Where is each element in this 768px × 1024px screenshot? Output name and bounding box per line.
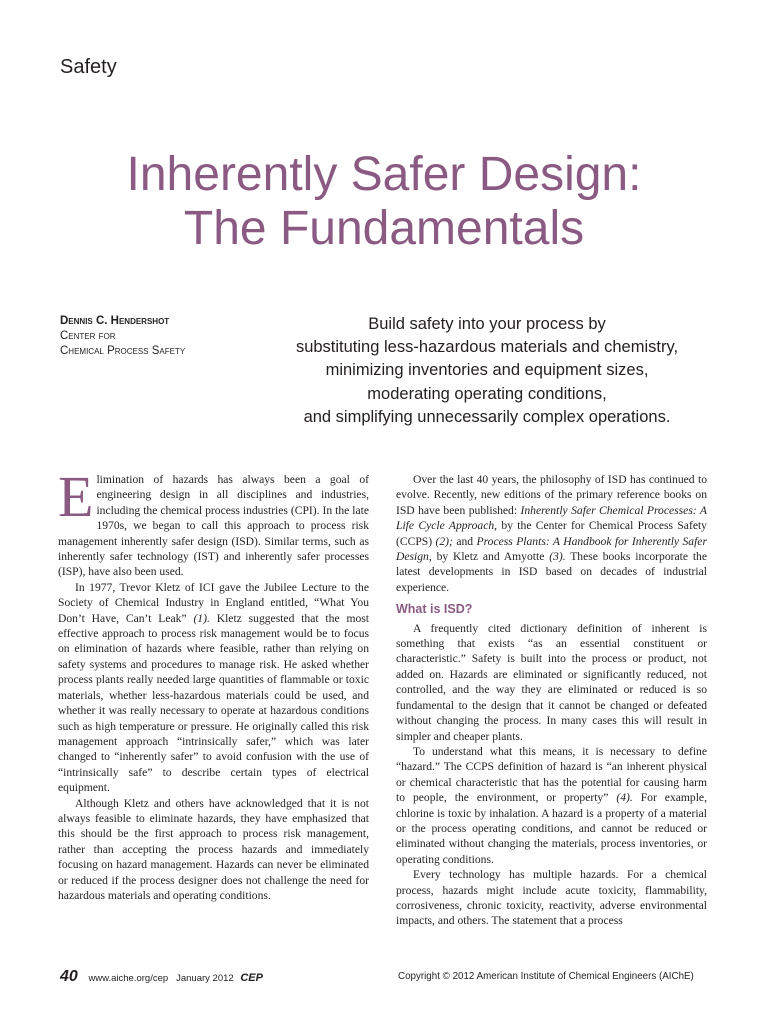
footer-url: www.aiche.org/cep	[88, 973, 169, 984]
title-line-2: The Fundamentals	[183, 202, 585, 255]
citation-ref: (4).	[616, 791, 633, 805]
section-heading: What is ISD?	[396, 602, 473, 617]
paragraph: To understand what this means, it is necessary to define “hazard.” The CCPS definition of hazard is “an inherent physical or chemical characteristic that has the potential for causing harm to people, the environment, or property” (4). For example, chlorine is toxic by inhalation. A hazard is a property of a material or the process operating conditions, and cannot be reduced or eliminated without changing the materials, process inventories, or operating conditions.	[396, 744, 707, 866]
deck-line: substituting less-hazardous materials and chemistry,	[295, 338, 679, 357]
article-deck	[262, 313, 712, 429]
footer-left	[60, 968, 263, 986]
deck-line: and simplifying unnecessarily complex operations.	[303, 407, 671, 426]
deck-line: Build safety into your process by	[368, 315, 606, 333]
paragraph: A frequently cited dictionary definition of inherent is something that exists “as an essential constituent or characteristic.” Safety is built into the process or product, not added on. Hazards are eliminated or significantly reduced, not controlled, and the way they are eliminated or reduced is so fundamental to the design that it cannot be changed or defeated without changing the process. In many cases this will result in simpler and cheaper plants.	[396, 621, 707, 743]
drop-cap: E	[58, 464, 94, 529]
paragraph: In 1977, Trevor Kletz of ICI gave the Jubilee Lecture to the Society of Chemical Industry in England entitled, “What You Don’t Have, Can’t Leak” (1). Kletz suggested that the most effective approach to process risk management would be to focus on elimination of hazards where feasible, rather than relying on safety systems and procedures to manage risk. He asked whether process plants really needed large quantities of flammable or toxic materials, whether less-hazardous materials could be used, and whether it was really necessary to operate at hazardous conditions such as high temperature or pressure. He originally called this risk management approach “intrinsically safer,” which was later changed to “inherently safer” to avoid confusion with the use of “intrinsically safe” to describe certain types of electrical equipment.	[58, 580, 369, 795]
magazine-name: CEP	[240, 972, 263, 984]
citation-ref: (2);	[435, 534, 453, 548]
book-title: Inherently Safer Chemical Processes: A Life Cycle Approach,	[396, 503, 707, 533]
body-column-right	[396, 472, 707, 929]
page-number: 40	[60, 968, 78, 985]
paragraph: Although Kletz and others have acknowledged that it is not always feasible to eliminate hazards, they have emphasized that this should be the first approach to process risk management, rather than accepting the process hazards and immediately focusing on hazard management. Hazards can never be eliminated or reduced if the process designer does not challenge the need for hazardous materials and operating conditions.	[58, 796, 369, 902]
citation-ref: (3).	[549, 550, 566, 564]
section-label: Safety	[60, 56, 117, 78]
author-block	[60, 314, 185, 359]
deck-line: moderating operating conditions,	[367, 384, 607, 403]
author-affiliation-1: Center for	[60, 330, 116, 342]
title-line-1: Inherently Safer Design:	[126, 148, 642, 201]
book-title: Process Plants: A Handbook for Inherently Safer Design,	[396, 534, 707, 564]
paragraph: Over the last 40 years, the philosophy of ISD has continued to evolve. Recently, new editions of the primary reference books on ISD have been published: Inherently Safer Chemical Processes: A Life Cycle Approach, by the Center for Chemical Process Safety (CCPS) (2); and Process Plants: A Handbook for Inherently Safer Design, by Kletz and Amyotte (3). These books incorporate the latest developments in ISD based on decades of industrial experience.	[396, 473, 707, 594]
citation-ref: (1).	[193, 611, 210, 625]
author-affiliation-2: Chemical Process Safety	[60, 345, 186, 357]
paragraph: Every technology has multiple hazards. For a chemical process, hazards might include acute toxicity, flammability, corrosiveness, chronic toxicity, reactivity, adverse environmental impacts, and others. The statement that a process	[396, 868, 707, 928]
author-name: Dennis C. Hendershot	[60, 315, 170, 327]
body-column-left	[58, 464, 369, 903]
article-title	[0, 148, 768, 256]
deck-line: minimizing inventories and equipment sizes,	[325, 361, 649, 380]
footer-copyright: Copyright © 2012 American Institute of Chemical Engineers (AIChE)	[398, 971, 694, 982]
footer-date: January 2012	[176, 973, 234, 984]
paragraph: Elimination of hazards has always been a goal of engineering design in all disciplines and industries, including the chemical process industries (CPI). In the late 1970s, we began to call this approach to process risk management inherently safer design (ISD). Similar terms, such as inherently safer technology (IST) and inherently safer processes (ISP), have also been used.	[58, 464, 369, 579]
